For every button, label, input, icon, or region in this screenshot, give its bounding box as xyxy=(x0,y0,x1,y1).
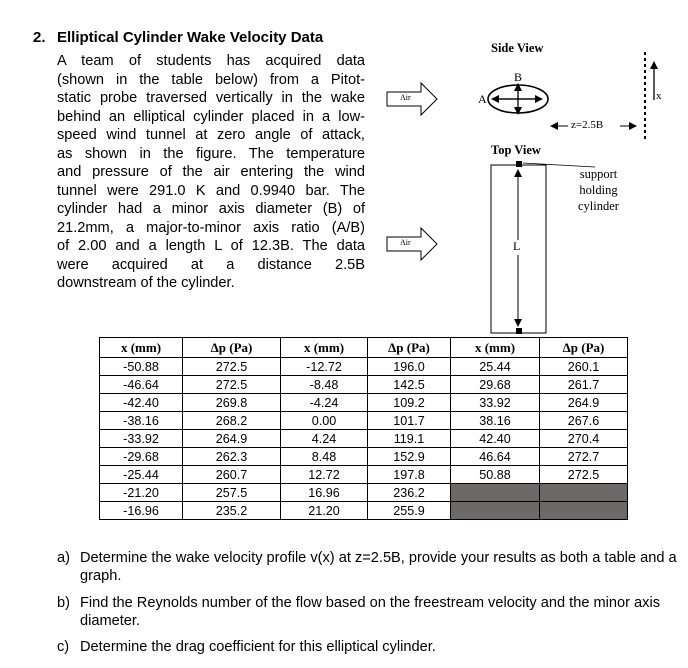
question-letter: a) xyxy=(57,550,70,566)
paragraph-line: as shown in the figure. The temperature xyxy=(57,145,365,162)
paragraph-line: 21.2mm, a major-to-minor axis ratio (A/B) xyxy=(57,219,365,236)
dp-cell: 260.7 xyxy=(183,466,281,484)
axis-b-label: B xyxy=(514,70,523,84)
question-letter: b) xyxy=(57,595,70,611)
question-text: Determine the drag coefficient for this elliptical cylinder. xyxy=(80,639,436,655)
dp-cell: 272.7 xyxy=(540,448,628,466)
x-cell: -16.96 xyxy=(100,502,183,520)
dp-cell: 262.3 xyxy=(183,448,281,466)
dp-cell: 152.9 xyxy=(368,448,451,466)
table-row xyxy=(100,484,628,502)
empty-cell xyxy=(451,484,540,502)
column-header: Δp (Pa) xyxy=(540,338,628,358)
paragraph-line: speed wind tunnel at zero angle of attack, xyxy=(57,127,365,143)
table-row xyxy=(100,502,628,520)
column-header: x (mm) xyxy=(281,338,368,358)
column-header: x (mm) xyxy=(451,338,540,358)
empty-cell xyxy=(540,502,628,520)
table-row xyxy=(100,412,628,430)
x-cell: 42.40 xyxy=(451,430,540,448)
support-bottom xyxy=(516,328,522,334)
air-label-side: Air xyxy=(400,93,411,102)
table-row xyxy=(100,394,628,412)
question-text: Determine the wake velocity profile v(x) at z=2.5B, provide your results as both a table and a graph. xyxy=(80,550,677,584)
dp-cell: 261.7 xyxy=(540,376,628,394)
table-row xyxy=(100,448,628,466)
x-cell: -29.68 xyxy=(100,448,183,466)
dp-cell: 260.1 xyxy=(540,358,628,376)
dp-cell: 267.6 xyxy=(540,412,628,430)
x-cell: -25.44 xyxy=(100,466,183,484)
dp-cell: 196.0 xyxy=(368,358,451,376)
paragraph-line: were acquired at a distance 2.5B xyxy=(57,256,365,273)
question-letter: c) xyxy=(57,639,70,655)
x-cell: 46.64 xyxy=(451,448,540,466)
air-label-top: Air xyxy=(400,238,411,247)
table-row xyxy=(100,466,628,484)
x-cell: -42.40 xyxy=(100,394,183,412)
empty-cell xyxy=(540,484,628,502)
dp-cell: 101.7 xyxy=(368,412,451,430)
paragraph-line: tunnel were 291.0 K and 0.9940 bar. The xyxy=(57,182,365,199)
x-cell: 12.72 xyxy=(281,466,368,484)
dp-cell: 272.5 xyxy=(183,376,281,394)
x-cell: 4.24 xyxy=(281,430,368,448)
dp-cell: 119.1 xyxy=(368,430,451,448)
x-cell: 29.68 xyxy=(451,376,540,394)
paragraph-line: and pressure of the air entering the wind xyxy=(57,164,365,180)
paragraph-line: static probe traversed vertically in the wake xyxy=(57,90,365,106)
air-flow-arrow-side xyxy=(387,83,437,115)
x-cell: -4.24 xyxy=(281,394,368,412)
dp-cell: 272.5 xyxy=(183,358,281,376)
dp-cell: 269.8 xyxy=(183,394,281,412)
dp-cell: 268.2 xyxy=(183,412,281,430)
x-cell: -33.92 xyxy=(100,430,183,448)
x-cell: 21.20 xyxy=(281,502,368,520)
support-label-line: cylinder xyxy=(578,199,619,213)
x-cell: -12.72 xyxy=(281,358,368,376)
dp-cell: 272.5 xyxy=(540,466,628,484)
x-cell: -8.48 xyxy=(281,376,368,394)
dp-cell: 197.8 xyxy=(368,466,451,484)
support-label-line: support xyxy=(579,167,618,181)
air-flow-arrow-top xyxy=(387,228,437,260)
x-cell: 33.92 xyxy=(451,394,540,412)
dp-cell: 235.2 xyxy=(183,502,281,520)
x-cell: 8.48 xyxy=(281,448,368,466)
table-row xyxy=(100,376,628,394)
table-row xyxy=(100,358,628,376)
dp-cell: 142.5 xyxy=(368,376,451,394)
problem-number: 2. xyxy=(33,29,46,46)
table-row xyxy=(100,430,628,448)
support-label xyxy=(578,166,619,214)
dp-cell: 257.5 xyxy=(183,484,281,502)
paragraph-line: of 2.00 and a length L of 12.3B. The data xyxy=(57,238,365,254)
distance-label: z=2.5B xyxy=(571,119,604,131)
x-cell: 16.96 xyxy=(281,484,368,502)
dp-cell: 109.2 xyxy=(368,394,451,412)
x-cell: -46.64 xyxy=(100,376,183,394)
x-cell: 38.16 xyxy=(451,412,540,430)
side-view-label: Side View xyxy=(491,41,544,55)
paragraph-line: behind an elliptical cylinder placed in a low- xyxy=(57,108,365,125)
column-header: Δp (Pa) xyxy=(368,338,451,358)
paragraph-line: A team of students has acquired data xyxy=(57,53,365,69)
length-label: L xyxy=(513,239,521,253)
empty-cell xyxy=(451,502,540,520)
pressure-data-table xyxy=(99,337,628,520)
x-cell: -50.88 xyxy=(100,358,183,376)
problem-title: Elliptical Cylinder Wake Velocity Data xyxy=(57,29,324,46)
support-label-line: holding xyxy=(579,183,618,197)
dp-cell: 264.9 xyxy=(183,430,281,448)
top-view-label: Top View xyxy=(491,143,541,157)
column-header: x (mm) xyxy=(100,338,183,358)
paragraph-line: (shown in the table below) from a Pitot- xyxy=(57,71,365,88)
dp-cell: 236.2 xyxy=(368,484,451,502)
x-cell: -21.20 xyxy=(100,484,183,502)
x-cell: 50.88 xyxy=(451,466,540,484)
paragraph-line: cylinder had a minor axis diameter (B) of xyxy=(57,201,365,217)
x-cell: 0.00 xyxy=(281,412,368,430)
x-cell: 25.44 xyxy=(451,358,540,376)
x-axis-label: x xyxy=(656,90,662,102)
x-cell: -38.16 xyxy=(100,412,183,430)
table-body xyxy=(100,358,628,520)
table-header-row xyxy=(100,338,628,358)
support-top xyxy=(516,161,522,167)
dp-cell: 255.9 xyxy=(368,502,451,520)
question-text: Find the Reynolds number of the flow based on the freestream velocity and the minor axis diameter. xyxy=(80,595,661,629)
axis-a-label: A xyxy=(478,92,487,106)
dp-cell: 270.4 xyxy=(540,430,628,448)
column-header: Δp (Pa) xyxy=(183,338,281,358)
dp-cell: 264.9 xyxy=(540,394,628,412)
paragraph-line: downstream of the cylinder. xyxy=(57,275,235,291)
